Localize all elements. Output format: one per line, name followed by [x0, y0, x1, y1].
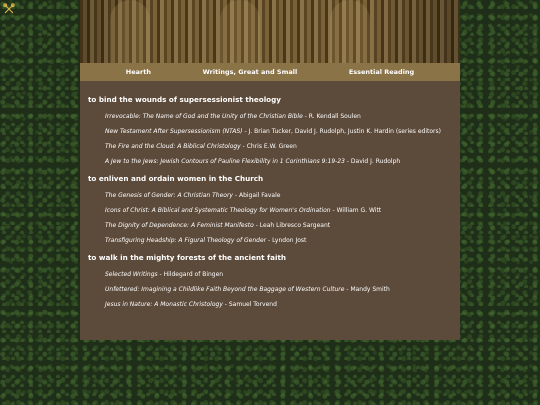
book-author: William G. Witt [336, 207, 382, 214]
separator: - [240, 143, 247, 150]
separator: - [302, 113, 309, 120]
book-title: A Jew to the Jews: Jewish Contours of Pauline Flexibility in 1 Corinthians 9:19-23 [105, 158, 345, 165]
book-title: The Fire and the Cloud: A Biblical Christology [105, 143, 241, 150]
book-author: David J. Rudolph [350, 158, 401, 165]
nav-link-writings[interactable]: Writings, Great and Small [202, 68, 298, 76]
book-author: Samuel Torvend [228, 301, 277, 308]
book-item [105, 128, 452, 135]
book-list [88, 271, 452, 308]
book-item [105, 143, 452, 150]
main-nav [80, 63, 460, 81]
page-container [80, 0, 460, 340]
separator: - [344, 286, 351, 293]
separator: - [266, 237, 273, 244]
book-author: Abigail Favale [238, 192, 281, 199]
book-title: Icons of Christ: A Biblical and Systematic Theology for Women's Ordination [105, 207, 331, 214]
book-title: The Dignity of Dependence: A Feminist Manifesto [105, 222, 254, 229]
book-title: New Testament After Supersessionism (NTAS) [105, 128, 243, 135]
book-author: R. Kendall Soulen [308, 113, 361, 120]
nav-link-essential-reading[interactable]: Essential Reading [348, 68, 415, 76]
book-title: Jesus in Nature: A Monastic Christology [105, 301, 223, 308]
separator: - [222, 301, 229, 308]
reading-list [80, 81, 460, 340]
book-item [105, 192, 452, 199]
book-list [88, 113, 452, 165]
nav-link-hearth[interactable]: Hearth [125, 68, 151, 76]
book-item [105, 271, 452, 278]
book-author: Hildegard of Bingen [163, 271, 224, 278]
separator: - [253, 222, 260, 229]
book-item [105, 237, 452, 244]
book-item [105, 301, 452, 308]
book-title: The Genesis of Gender: A Christian Theory [105, 192, 233, 199]
book-list [88, 192, 452, 244]
separator: - [157, 271, 164, 278]
book-item [105, 158, 452, 165]
book-title: Transfiguring Headship: A Figural Theology of Gender [105, 237, 267, 244]
separator: - [232, 192, 239, 199]
header-banner-image [80, 0, 460, 63]
book-title: Irrevocable: The Name of God and the Unity of the Christian Bible [105, 113, 303, 120]
section-heading: to walk in the mighty forests of the ancient faith [88, 253, 287, 262]
book-title: Unfettered: Imagining a Childlike Faith Beyond the Baggage of Western Culture [105, 286, 345, 293]
book-item [105, 113, 452, 120]
book-author: Mandy Smith [350, 286, 390, 293]
section-heading: to bind the wounds of supersessionist theology [88, 95, 281, 104]
book-item [105, 207, 452, 214]
separator: - [344, 158, 351, 165]
book-title: Selected Writings [105, 271, 158, 278]
book-item [105, 286, 452, 293]
book-author: Lyndon Jost [272, 237, 307, 244]
crossed-keys-icon [3, 3, 15, 15]
separator: - [330, 207, 337, 214]
section-heading: to enliven and ordain women in the Church [88, 174, 264, 183]
book-item [105, 222, 452, 229]
book-author: Chris E.W. Green [246, 143, 297, 150]
book-author: J. Brian Tucker, David J. Rudolph, Justin K. Hardin (series editors) [248, 128, 441, 135]
book-author: Leah Libresco Sargeant [259, 222, 331, 229]
separator: - [242, 128, 249, 135]
